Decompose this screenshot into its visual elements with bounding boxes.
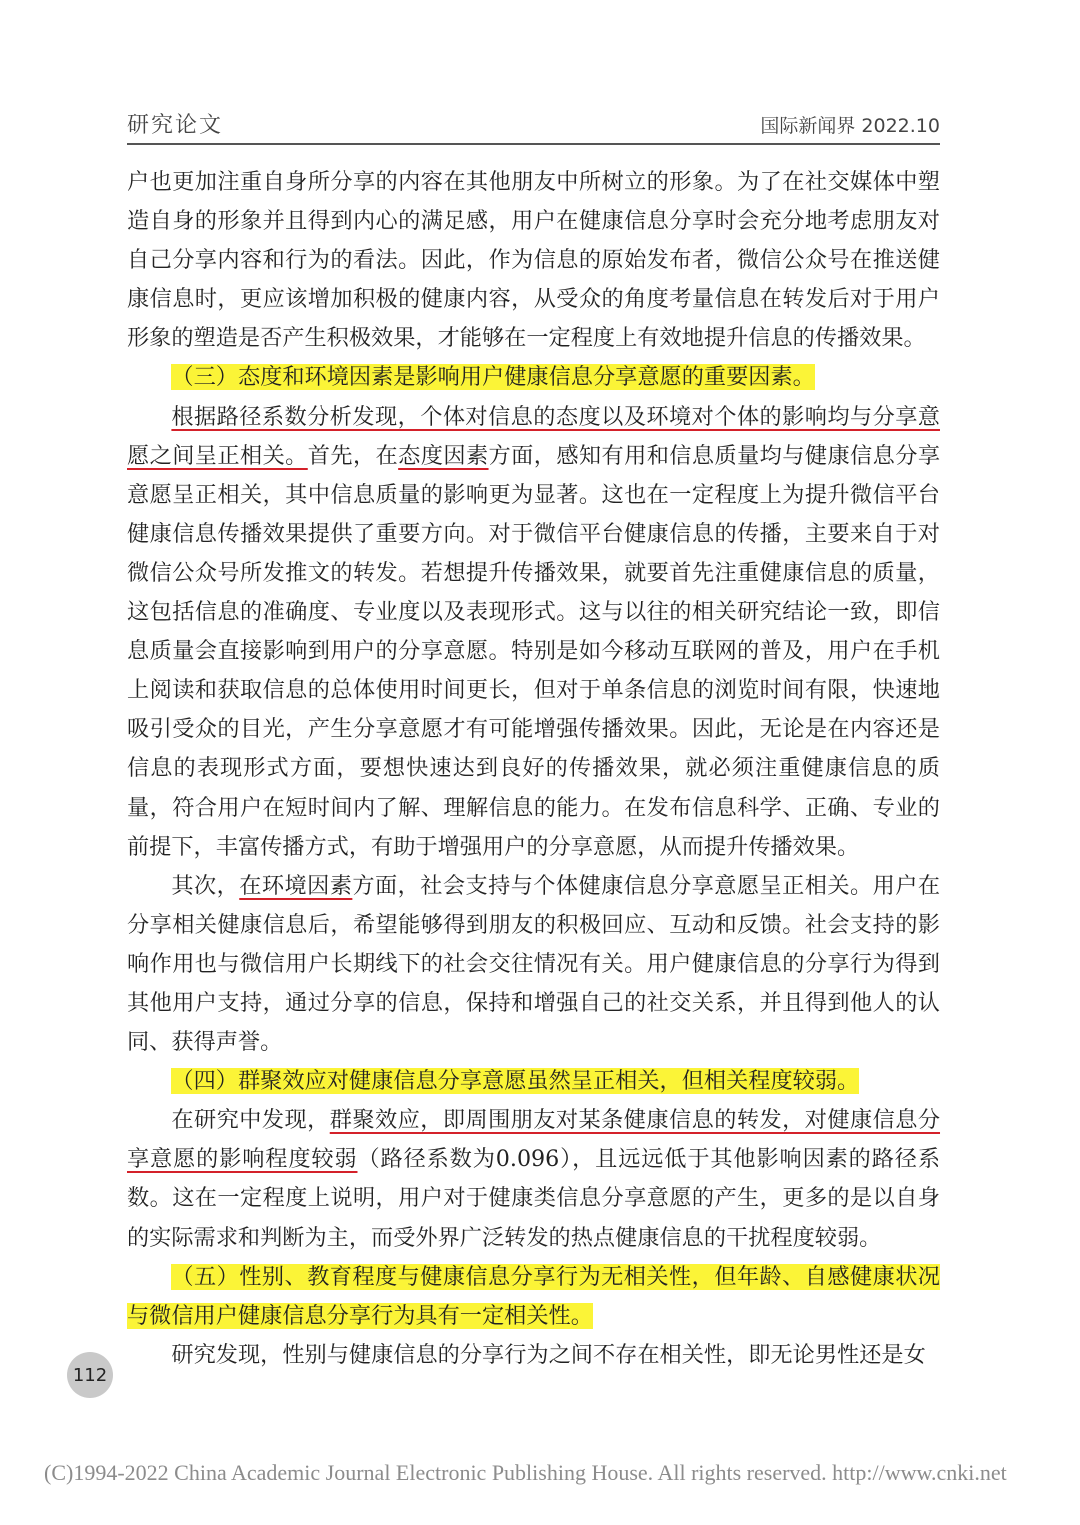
paragraph-5: 研究发现，性别与健康信息的分享行为之间不存在相关性，即无论男性还是女: [171, 1341, 926, 1368]
text-run: 其次，: [171, 872, 240, 899]
subheading-3: [127, 358, 940, 397]
article-body: [127, 163, 940, 1375]
highlighted-heading: （三）态度和环境因素是影响用户健康信息分享意愿的重要因素。: [171, 364, 815, 391]
header-divider: [127, 143, 940, 145]
underlined-text: 态度因素: [398, 442, 489, 469]
subheading-4: [127, 1062, 940, 1101]
highlighted-heading: （四）群聚效应对健康信息分享意愿虽然呈正相关，但相关程度较弱。: [171, 1068, 860, 1095]
paragraph-3: [127, 867, 940, 1062]
text-run: 方面，感知有用和信息质量均与健康信息分享意愿呈正相关，其中信息质量的影响更为显著。这也在一定程度上为提升微信平台健康信息传播效果提供了重要方向。对于微信平台健康信息的传播，主要来自于对微信公众号所发推文的转发。若想提升传播效果，就要首先注重健康信息的质量，这包括信息的准确度、专业度以及表现形式。这与以往的相关研究结论一致，即信息质量会直接影响到用户的分享意愿。特别是如今移动互联网的普及，用户在手机上阅读和获取信息的总体使用时间更长，但对于单条信息的浏览时间有限，快速地吸引受众的目光，产生分享意愿才有可能增强传播效果。因此，无论是在内容还是信息的表现形式方面，要想快速达到良好的传播效果，就必须注重健康信息的质量，符合用户在短时间内了解、理解信息的能力。在发布信息科学、正确、专业的前提下，丰富传播方式，有助于增强用户的分享意愿，从而提升传播效果。: [127, 442, 941, 860]
journal-issue: 国际新闻界 2022.10: [760, 115, 940, 137]
text-run: 方面，社会支持与个体健康信息分享意愿呈正相关。用户在分享相关健康信息后，希望能够得到朋友的积极回应、互动和反馈。社会支持的影响作用也与微信用户长期线下的社会交往情况有关。用户健康信息的分享行为得到其他用户支持，通过分享的信息，保持和增强自己的社交关系，并且得到他人的认同、获得声誉。: [127, 872, 941, 1056]
text-run: 首先，在: [307, 442, 399, 469]
paragraph-4: [127, 1101, 940, 1257]
page-number: 112: [67, 1352, 113, 1398]
paragraph-2: [127, 398, 940, 867]
text-run: 在研究中发现，: [171, 1107, 330, 1134]
underlined-text: 根据路径系数分析发现，个体对信息的态度以及环境对个体的影响均与分享意愿之间呈正相关。: [127, 403, 940, 469]
paragraph-1: 户也更加注重自身所分享的内容在其他朋友中所树立的形象。为了在社交媒体中塑造自身的形象并且得到内心的满足感，用户在健康信息分享时会充分地考虑朋友对自己分享内容和行为的看法。因此，作为信息的原始发布者，微信公众号在推送健康信息时，更应该增加积极的健康内容，从受众的角度考量信息在转发后对于用户形象的塑造是否产生积极效果，才能够在一定程度上有效地提升信息的传播效果。: [127, 169, 940, 352]
underlined-text: 群聚效应，即周围朋友对某条健康信息的转发，对健康信息分享意愿的影响程度较弱: [127, 1107, 941, 1173]
text-run: （路径系数为0.096），且远远低于其他影响因素的路径系数。这在一定程度上说明，用户对于健康类信息分享意愿的产生，更多的是以自身的实际需求和判断为主，而受外界广泛转发的热点健康信息的干扰程度较弱。: [127, 1146, 941, 1251]
section-label: 研究论文: [127, 113, 224, 138]
highlighted-heading: （五）性别、教育程度与健康信息分享行为无相关性，但年龄、自感健康状况与微信用户健康信息分享行为具有一定相关性。: [127, 1263, 940, 1329]
copyright-footer: (C)1994-2022 China Academic Journal Electronic Publishing House. All rights reserved. http://www.cnki.net: [44, 1460, 1007, 1485]
subheading-5: [127, 1258, 940, 1336]
underlined-text: 在环境因素: [239, 872, 353, 899]
